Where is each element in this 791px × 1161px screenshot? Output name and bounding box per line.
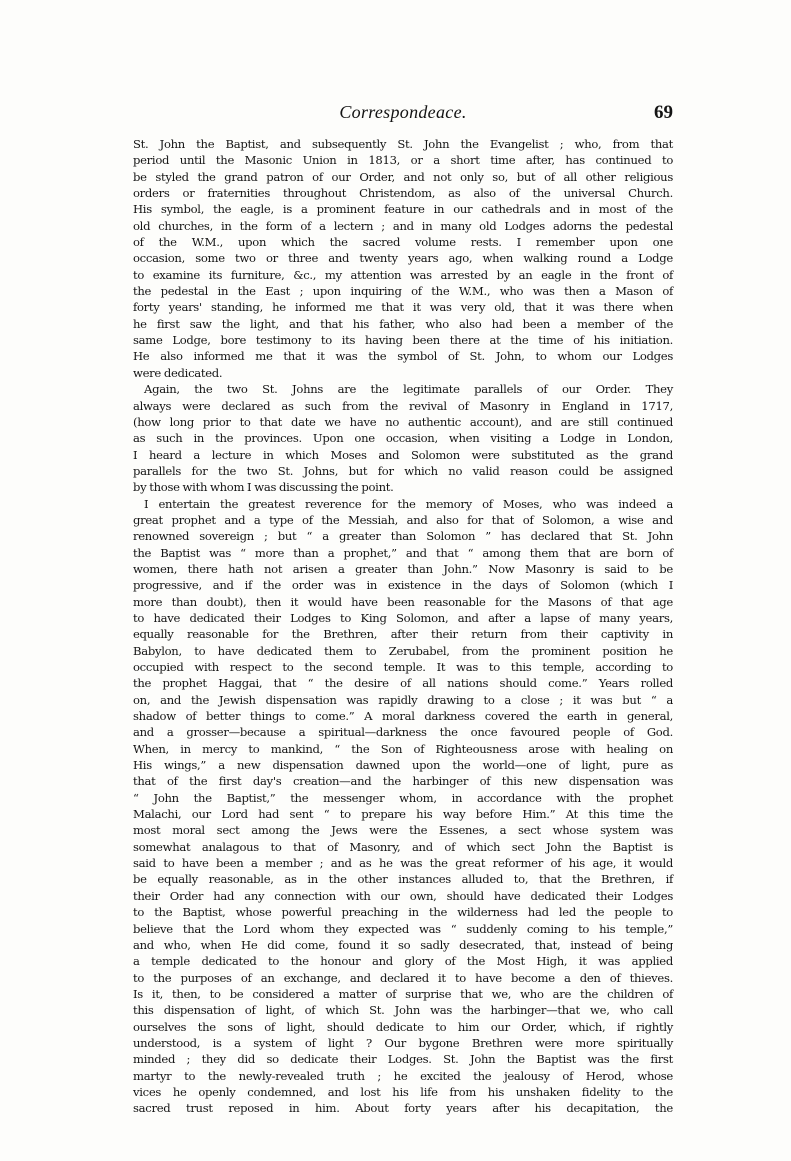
text-line: to the purposes of an exchange, and declared it to have become a den of thieves. bbox=[133, 970, 673, 985]
text-line: occupied with respect to the second temple. It was to this temple, according to bbox=[133, 660, 673, 674]
text-line: minded ; they did so dedicate their Lodges. St. John the Baptist was the first bbox=[133, 1052, 673, 1067]
page-number: 69 bbox=[654, 102, 673, 123]
text-line: more than doubt), then it would have been reasonable for the Masons of that age bbox=[133, 594, 673, 609]
text-line: on, and the Jewish dispensation was rapidly drawing to a close ; it was but “ a bbox=[133, 692, 673, 707]
text-line: of the W.M., upon which the sacred volume rests. I remember upon one bbox=[133, 235, 673, 250]
text-line: be styled the grand patron of our Order, and not only so, but of all other religious bbox=[133, 169, 673, 184]
text-line: the prophet Haggai, that “ the desire of all nations should come.” Years rolled bbox=[133, 676, 673, 691]
running-title: Correspondeace. bbox=[339, 102, 467, 122]
text-line: believe that the Lord whom they expected was “ suddenly coming to his temple,” bbox=[133, 921, 673, 936]
text-line: period until the Masonic Union in 1813, or a short time after, has continued to bbox=[133, 153, 673, 168]
text-line: Again, the two St. Johns are the legitimate parallels of our Order. They bbox=[144, 382, 673, 397]
text-line: said to have been a member ; and as he was the great reformer of his age, it would bbox=[133, 856, 673, 871]
text-line: that of the first day's creation—and the harbinger of this new dispensation was bbox=[133, 774, 673, 789]
text-line: parallels for the two St. Johns, but for which no valid reason could be assigned bbox=[133, 463, 673, 478]
text-line: were dedicated. bbox=[133, 365, 223, 380]
text-line: by those with whom I was discussing the point. bbox=[133, 480, 394, 495]
text-line: the Baptist was “ more than a prophet,” and that “ among them that are born of bbox=[133, 545, 673, 560]
text-line: “ John the Baptist,” the messenger whom, in accordance with the prophet bbox=[133, 790, 673, 805]
text-line: this dispensation of light, of which St. John was the harbinger—that we, who call bbox=[133, 1003, 673, 1018]
text-line: a temple dedicated to the honour and glory of the Most High, it was applied bbox=[133, 954, 673, 969]
text-line: He also informed me that it was the symbol of St. John, to whom our Lodges bbox=[133, 349, 673, 364]
text-line: he first saw the light, and that his father, who also had been a member of the bbox=[133, 316, 673, 331]
text-line: understood, is a system of light ? Our bygone Brethren were more spiritually bbox=[133, 1035, 673, 1050]
text-line: same Lodge, bore testimony to its having been there at the time of his initiation. bbox=[133, 333, 673, 348]
text-line: to have dedicated their Lodges to King Solomon, and after a lapse of many years, bbox=[133, 610, 673, 625]
text-line: their Order had any connection with our own, should have dedicated their Lodges bbox=[133, 888, 673, 903]
text-line: Malachi, our Lord had sent “ to prepare his way before Him.” At this time the bbox=[133, 807, 673, 822]
text-line: somewhat analagous to that of Masonry, and of which sect John the Baptist is bbox=[133, 839, 673, 854]
text-line: Babylon, to have dedicated them to Zerubabel, from the prominent position he bbox=[133, 643, 673, 658]
text-line: His wings,” a new dispensation dawned upon the world—one of light, pure as bbox=[133, 758, 673, 773]
text-line: Is it, then, to be considered a matter of surprise that we, who are the children of bbox=[133, 986, 673, 1001]
text-line: to the Baptist, whose powerful preaching in the wilderness had led the people to bbox=[133, 905, 673, 920]
text-line: women, there hath not arisen a greater than John.” Now Masonry is said to be bbox=[133, 561, 673, 576]
text-line: St. John the Baptist, and subsequently St. John the Evangelist ; who, from that bbox=[133, 137, 673, 151]
page-header bbox=[133, 102, 673, 128]
text-line: progressive, and if the order was in existence in the days of Solomon (which I bbox=[133, 578, 673, 593]
text-line: I entertain the greatest reverence for the memory of Moses, who was indeed a bbox=[144, 496, 673, 511]
text-line: forty years' standing, he informed me that it was very old, that it was there when bbox=[133, 300, 673, 315]
text-line: most moral sect among the Jews were the Essenes, a sect whose system was bbox=[133, 823, 673, 838]
text-line: equally reasonable for the Brethren, after their return from their captivity in bbox=[133, 627, 673, 642]
text-line: old churches, in the form of a lectern ; and in many old Lodges adorns the pedestal bbox=[133, 218, 673, 233]
text-line: His symbol, the eagle, is a prominent feature in our cathedrals and in most of the bbox=[133, 202, 673, 217]
text-line: When, in mercy to mankind, “ the Son of Righteousness arose with healing on bbox=[133, 741, 673, 756]
text-line: shadow of better things to come.” A moral darkness covered the earth in general, bbox=[133, 709, 673, 724]
text-line: the pedestal in the East ; upon inquiring of the W.M., who was then a Mason of bbox=[133, 284, 673, 299]
text-line: always were declared as such from the revival of Masonry in England in 1717, bbox=[133, 398, 673, 413]
text-line: be equally reasonable, as in the other instances alluded to, that the Brethren, if bbox=[133, 872, 673, 887]
text-line: to examine its furniture, &c., my attention was arrested by an eagle in the front of bbox=[133, 267, 673, 282]
text-line: and who, when He did come, found it so sadly desecrated, that, instead of being bbox=[133, 937, 673, 952]
text-line: vices he openly condemned, and lost his life from his unshaken fidelity to the bbox=[133, 1084, 673, 1099]
text-line: renowned sovereign ; but “ a greater than Solomon ” has declared that St. John bbox=[133, 529, 673, 544]
text-line: and a grosser—because a spiritual—darkness the once favoured people of God. bbox=[133, 725, 673, 740]
text-line: great prophet and a type of the Messiah, and also for that of Solomon, a wise and bbox=[133, 512, 673, 527]
text-line: (how long prior to that date we have no authentic account), and are still continued bbox=[133, 414, 673, 429]
text-line: occasion, some two or three and twenty years ago, when walking round a Lodge bbox=[133, 251, 673, 266]
text-line: as such in the provinces. Upon one occasion, when visiting a Lodge in London, bbox=[133, 431, 673, 446]
text-line: ourselves the sons of light, should dedicate to him our Order, which, if rightly bbox=[133, 1019, 673, 1034]
text-line: sacred trust reposed in him. About forty years after his decapitation, the bbox=[133, 1101, 673, 1116]
text-line: I heard a lecture in which Moses and Solomon were substituted as the grand bbox=[133, 447, 673, 462]
text-line: orders or fraternities throughout Christendom, as also of the universal Church. bbox=[133, 186, 673, 201]
body-text bbox=[133, 136, 673, 1117]
text-line: martyr to the newly-revealed truth ; he excited the jealousy of Herod, whose bbox=[133, 1068, 673, 1083]
